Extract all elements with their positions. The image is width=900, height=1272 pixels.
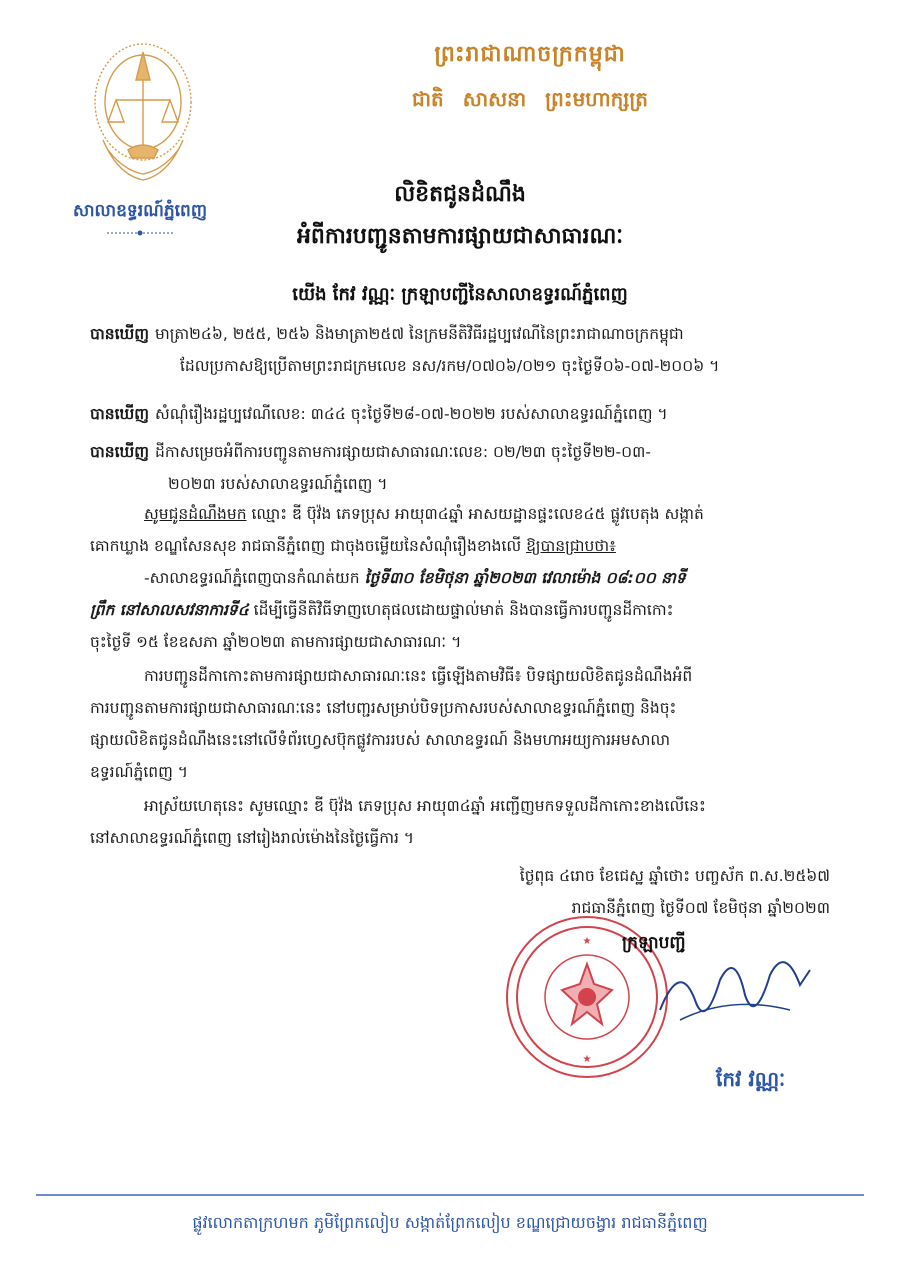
consideration-2 <box>90 398 825 430</box>
consideration-1 <box>90 318 825 382</box>
svg-text:★: ★ <box>582 1054 592 1065</box>
consideration-text: ២០២៣ របស់សាលាឧទ្ធរណ៍ភ្នំពេញ ។ <box>168 475 388 493</box>
document-subtitle: អំពីការបញ្ជូនតាមការផ្សាយជាសាធារណៈ <box>296 224 624 249</box>
court-name: សាលាឧទ្ធរណ៍ភ្នំពេញ <box>72 201 208 221</box>
notice-paragraph-4 <box>90 790 825 854</box>
consideration-text: សំណុំរឿងរដ្ឋប្បវេណីលេខ: ៣៤៤ ចុះថ្ងៃទី២៨-០៧-២០២២ របស់សាលាឧទ្ធរណ៍ភ្នំពេញ ។ <box>155 405 668 423</box>
notice-text: ដើម្បីធ្វើនីតិវិធីទាញហេតុផលដោយផ្ទាល់មាត់ និងបានធ្វើការបញ្ជូនដីកាកោះ <box>248 601 674 619</box>
notice-underlined: ឱ្យបានជ្រាបថា៖ <box>526 537 616 555</box>
handwritten-signature-icon <box>650 940 820 1040</box>
notice-text: ផ្សាយលិខិតជូនដំណឹងនេះនៅលើទំព័រហ្វេសប៊ុកផ្លូវការរបស់ សាលាឧទ្ធរណ៍ និងមហាអយ្យការអមសាលា <box>90 731 671 749</box>
notice-text: អាស្រ័យហេតុនេះ សូមឈ្មោះ ឌី ប៊ុវ៉ង ភេទប្រុស អាយុ៣៤ឆ្នាំ អញ្ជើញមកទទួលដីកាកោះខាងលើនេះ <box>144 797 706 815</box>
notice-text: ការបញ្ជូនដីកាកោះតាមការផ្សាយជាសាធារណៈនេះ ធ្វើឡើងតាមវិធី៖ បិទផ្សាយលិខិតជូនដំណឹងអំពី <box>144 667 693 685</box>
consideration-text: ដីកាសម្រេចអំពីការបញ្ជូនតាមការផ្សាយជាសាធារណៈលេខ: ០២/២៣ ចុះថ្ងៃទី២២-០៣- <box>155 443 651 461</box>
consideration-text: មាត្រា២៤៦, ២៥៥, ២៥៦ និងមាត្រា២៥៧ នៃក្រមនីតិវិធីរដ្ឋប្បវេណីនៃព្រះរាជាណាចក្រកម្ពុជា <box>155 325 684 343</box>
consideration-3 <box>90 436 825 500</box>
hearing-room: ព្រឹក នៅសាលសវនាការទី៤ <box>90 601 249 619</box>
notice-paragraph-3 <box>90 660 825 788</box>
document-title: លិខិតជូនដំណឹង <box>394 182 526 207</box>
footer-divider <box>36 1194 864 1196</box>
court-emblem-icon <box>88 40 198 190</box>
issuer-line: យើង កែវ វណ្ណៈ ក្រឡាបញ្ជីនៃសាលាឧទ្ធរណ៍ភ្នំពេញ <box>292 284 628 305</box>
notice-paragraph-2 <box>90 562 825 658</box>
consideration-lead: បានឃើញ <box>90 325 150 343</box>
notice-text: ការបញ្ជូនតាមការផ្សាយជាសាធារណៈនេះ នៅបញ្ជរសម្រាប់បិទប្រកាសរបស់សាលាឧទ្ធរណ៍ភ្នំពេញ និងចុះ <box>90 699 677 717</box>
notice-text: ចុះថ្ងៃទី ១៥ ខែឧសភា ឆ្នាំ២០២៣ តាមការផ្សាយជាសាធារណៈ ។ <box>90 633 462 651</box>
lunar-date: ថ្ងៃពុធ ៤រោច ខែជេស្ឋ ឆ្នាំថោះ បញ្ចស័ក ព.ស.២៥៦៧ <box>519 867 830 885</box>
footer-address: ផ្លូវលោកតាក្រហមក ភូមិព្រែកលៀប សង្កាត់ព្រែកលៀប ខណ្ឌជ្រោយចង្វារ រាជធានីភ្នំពេញ <box>192 1213 708 1232</box>
kingdom-heading: ព្រះរាជាណាចក្រកម្ពុជា <box>434 42 626 67</box>
hearing-date: ថ្ងៃទី៣០ ខែមិថុនា ឆ្នាំ២០២៣ វេលាម៉ោង ០៨:០០ នាទី <box>364 569 686 587</box>
notice-text: -សាលាឧទ្ធរណ៍ភ្នំពេញបានកំណត់យក <box>144 569 365 587</box>
notice-text: នៅសាលាឧទ្ធរណ៍ភ្នំពេញ នៅរៀងរាល់ម៉ោងនៃថ្ងៃធ្វើការ ។ <box>90 829 415 847</box>
signer-name: កែវ វណ្ណៈ <box>716 1067 786 1091</box>
consideration-lead: បានឃើញ <box>90 405 150 423</box>
notice-paragraph-1 <box>90 498 825 562</box>
signatory-role: ក្រឡាបញ្ជី <box>622 933 686 953</box>
ornament-divider-icon <box>105 228 175 238</box>
place-date: រាជធានីភ្នំពេញ ថ្ងៃទី០៧ ខែមិថុនា ឆ្នាំ២០២៣ <box>571 899 830 917</box>
notice-underlined: សូមជូនដំណឹងមក <box>144 505 247 523</box>
national-motto: ជាតិ សាសនា ព្រះមហាក្សត្រ <box>412 87 648 111</box>
svg-text:★: ★ <box>582 936 592 947</box>
notice-text: ឈ្មោះ ឌី ប៊ុវ៉ង ភេទប្រុស អាយុ៣៤ឆ្នាំ អាសយដ្ឋានផ្ទះលេខ៤៥ ផ្លូវបេតុង សង្កាត់ <box>246 505 704 523</box>
notice-text: ឧទ្ធរណ៍ភ្នំពេញ ។ <box>90 763 189 781</box>
consideration-lead: បានឃើញ <box>90 443 150 461</box>
consideration-text: ដែលប្រកាសឱ្យប្រើតាមព្រះរាជក្រមលេខ នស/រកម/០៧០៦/០២១ ចុះថ្ងៃទី០៦-០៧-២០០៦ ។ <box>180 357 720 375</box>
notice-text: គោកឃ្លាង ខណ្ឌសែនសុខ រាជធានីភ្នំពេញ ជាចុងចម្លើយនៃសំណុំរឿងខាងលើ <box>90 537 522 555</box>
